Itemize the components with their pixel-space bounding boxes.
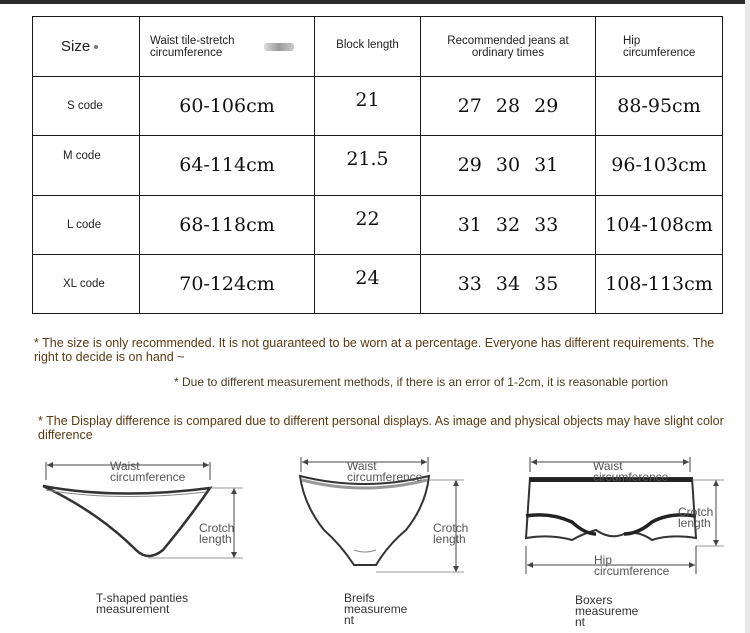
crotch-label: Crotch length xyxy=(199,521,235,546)
size-code: L code xyxy=(33,195,140,254)
waist-value: 64-114cm xyxy=(140,136,315,195)
size-code: XL code xyxy=(33,254,140,313)
table-row xyxy=(33,254,723,313)
jeans-value: 29 30 31 xyxy=(421,136,596,195)
hip-value: 96-103cm xyxy=(596,136,723,195)
crotch-label: Crotch length xyxy=(678,505,714,530)
diagram-caption: Breifs measureme nt xyxy=(344,591,408,627)
hip-value: 88-95cm xyxy=(596,77,723,136)
table-row xyxy=(33,77,723,136)
hip-value: 108-113cm xyxy=(596,254,723,313)
size-code: M code xyxy=(33,136,140,195)
note-size-recommendation: * The size is only recommended. It is not guaranteed to be worn at a percentage. Everyone has different requirements. The right to decide is on hand ~ xyxy=(34,336,715,364)
diagram-boxers xyxy=(520,450,730,630)
diagram-caption: T-shaped panties measurement xyxy=(96,591,189,616)
block-value: 21.5 xyxy=(315,136,421,195)
waist-value: 60-106cm xyxy=(140,77,315,136)
crotch-label: Crotch length xyxy=(433,521,469,546)
note-display-difference: * The Display difference is compared due to different personal displays. As image and physical objects may have slight color difference xyxy=(38,414,724,442)
diagram-t-shaped xyxy=(38,450,248,620)
size-code: S code xyxy=(33,77,140,136)
header-recommended-jeans: Recommended jeans at ordinary times xyxy=(421,17,596,77)
diagram-caption: Boxers measureme nt xyxy=(575,593,639,629)
block-value: 22 xyxy=(315,195,421,254)
waist-label: Waist circumference xyxy=(593,459,669,484)
waist-value: 68-118cm xyxy=(140,195,315,254)
jeans-value: 31 32 33 xyxy=(421,195,596,254)
note-measurement-error: * Due to different measurement methods, if there is an error of 1-2cm, it is reasonable portion xyxy=(174,375,669,389)
jeans-value: 27 28 29 xyxy=(421,77,596,136)
hip-label: Hip circumference xyxy=(594,553,670,578)
waist-label: Waist circumference xyxy=(347,459,423,484)
header-size: Size xyxy=(33,17,140,77)
right-edge-shade xyxy=(745,0,750,633)
waist-value: 70-124cm xyxy=(140,254,315,313)
jeans-value: 33 34 35 xyxy=(421,254,596,313)
hip-value: 104-108cm xyxy=(596,195,723,254)
table-header-row xyxy=(33,17,723,77)
waist-label: Waist circumference xyxy=(110,459,186,484)
block-value: 21 xyxy=(315,77,421,136)
header-block-length: Block length xyxy=(315,17,421,77)
size-table xyxy=(32,16,723,314)
table-row xyxy=(33,136,723,195)
header-waist: Waist tile-stretch circumference xyxy=(140,17,315,77)
block-value: 24 xyxy=(315,254,421,313)
table-row xyxy=(33,195,723,254)
top-border xyxy=(0,0,750,4)
header-hip: Hip circumference xyxy=(596,17,723,77)
diagram-briefs xyxy=(296,450,496,630)
